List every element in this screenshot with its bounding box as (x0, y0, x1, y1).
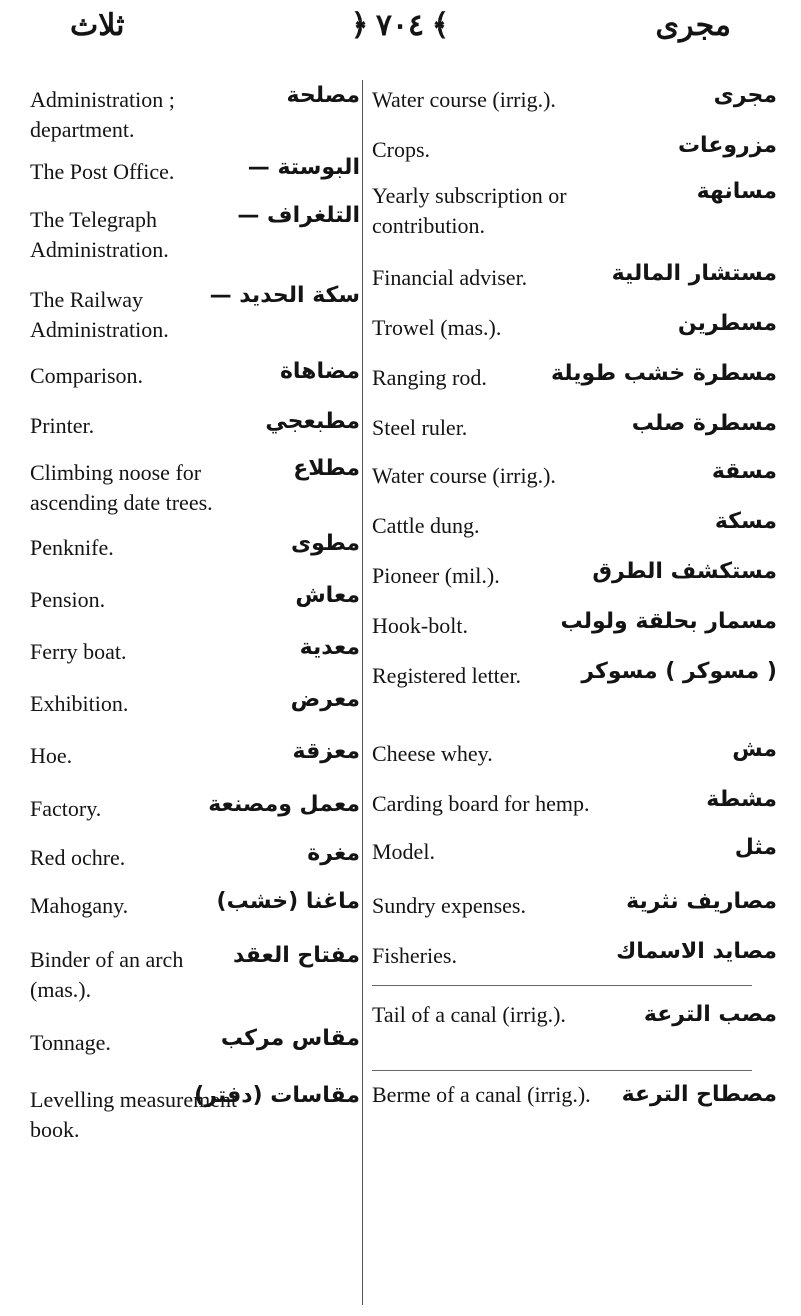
glossary-entry: Model. مثل (372, 835, 777, 864)
glossary-entry: Berme of a canal (irrig.). مصطاح الترعة (372, 1082, 777, 1107)
header-right-catchword: مجرى (655, 9, 731, 42)
glossary-entry: Levelling measurement book. مقاسات (دفتر) (30, 1083, 360, 1142)
rule-line (372, 985, 752, 986)
glossary-entry: Red ochre. مغرة (30, 841, 360, 870)
glossary-entry: Cheese whey. مش (372, 737, 777, 766)
glossary-entry: Pension. معاش (30, 583, 360, 612)
glossary-entry: Tail of a canal (irrig.). مصب الترعة (372, 1002, 777, 1027)
glossary-entry: Penknife. مطوى (30, 531, 360, 560)
glossary-entry: Ferry boat. معدية (30, 635, 360, 664)
glossary-entry: Administration ; department. مصلحة (30, 83, 360, 142)
glossary-entry: The Railway Administration. سكة الحديد — (30, 283, 360, 342)
glossary-entry: Water course (irrig.). مسقة (372, 459, 777, 488)
glossary-entry: Yearly subscription or contribution. مسانهة (372, 179, 777, 238)
glossary-entry: The Telegraph Administration. التلغراف — (30, 203, 360, 262)
glossary-entry: Water course (irrig.). مجرى (372, 83, 777, 112)
glossary-entry: Tonnage. مقاس مركب (30, 1026, 360, 1055)
glossary-entry: Financial adviser. مستشار المالية (372, 261, 777, 290)
glossary-entry: Ranging rod. مسطرة خشب طويلة (372, 361, 777, 390)
glossary-entry: Sundry expenses. مصاريف نثرية (372, 889, 777, 918)
glossary-entry: Registered letter. ( مسوكر ) مسوكر (372, 659, 777, 688)
glossary-entry: Factory. معمل ومصنعة (30, 792, 360, 821)
glossary-entry: Crops. مزروعات (372, 133, 777, 162)
glossary-entry: Steel ruler. مسطرة صلب (372, 411, 777, 440)
glossary-entry: Hoe. معزقة (30, 739, 360, 768)
glossary-entry: Trowel (mas.). مسطرين (372, 311, 777, 340)
glossary-entry: Comparison. مضاهاة (30, 359, 360, 388)
glossary-entry: The Post Office. البوستة — (30, 155, 360, 184)
page-header (0, 0, 801, 55)
rule-line (372, 1070, 752, 1071)
glossary-entry: Climbing noose for ascending date trees. مطلاع (30, 456, 360, 515)
glossary-entry: Printer. مطبعجي (30, 409, 360, 438)
glossary-entry: Binder of an arch (mas.). مفتاح العقد (30, 943, 360, 1002)
glossary-entry: Pioneer (mil.). مستكشف الطرق (372, 559, 777, 588)
glossary-entry: Carding board for hemp. مشطة (372, 787, 777, 816)
glossary-entry: Fisheries. مصايد الاسماك (372, 939, 777, 968)
glossary-entry: Cattle dung. مسكة (372, 509, 777, 538)
glossary-entry: Exhibition. معرض (30, 687, 360, 716)
glossary-entry: Hook-bolt. مسمار بحلقة ولولب (372, 609, 777, 638)
column-divider (362, 80, 363, 1305)
glossary-entry: Mahogany. ماغنا (خشب) (30, 889, 360, 918)
header-left-catchword: ثلاث (70, 9, 125, 42)
page-number: ﴿ ٧٠٤ ﴾ (350, 9, 450, 42)
